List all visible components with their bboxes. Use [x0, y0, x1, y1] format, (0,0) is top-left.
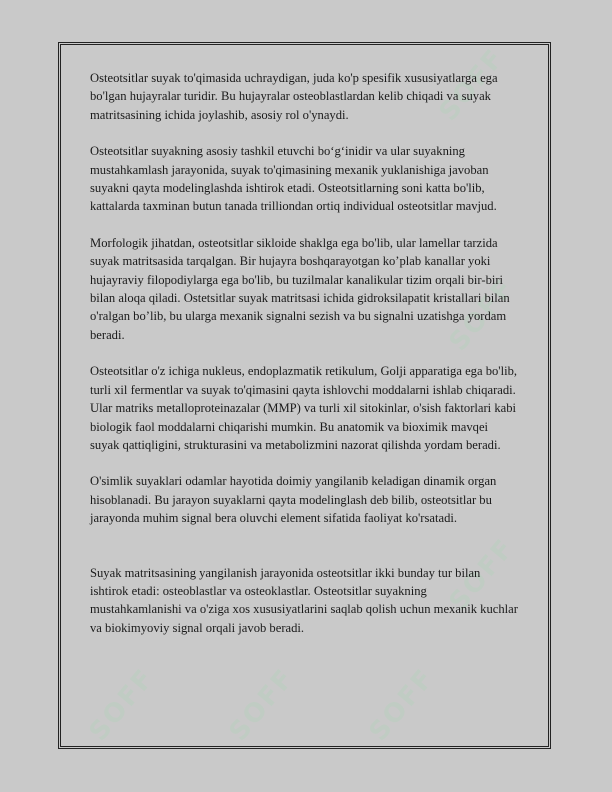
paragraph: Morfologik jihatdan, osteotsitlar sikloide shaklga ega bo'lib, ular lamellar tarzida suyak matritsasida tarqalgan. Bir hujayra boshqarayotgan ko’plab kanallar yoki hujayraviy filopodiylarga ega bo'lib, bu tuzilmalar kanalikular tizim orqali bir-biri bilan aloqa qiladi. Ostetsitlar suyak matritsasi ichida gidroksilapatit kristallari bilan o'ralgan bo’lib, bu ularga mexanik signalni sezish va bu signalni uzatishga yordam beradi. [90, 235, 510, 342]
paragraph: Suyak matritsasining yangilanish jarayonida osteotsitlar ikki bunday tur bilan ishtirok etadi: osteoblastlar va osteoklastlar. Osteotsitlar suyakning mustahkamlanishi va o'ziga xos xususiyatlarini saqlab qolish uchun mexanik kuchlar va biokimyoviy signal orqali javob beradi. [90, 565, 518, 635]
paragraph: Osteotsitlar suyakning asosiy tashkil etuvchi bo‘g‘inidir va ular suyakning mustahkamlash jarayonida, suyak to'qimasining mexanik yuklanishiga javoban suyakni qayta modelinglashda ishtirok etadi. Osteotsitlarning soni katta bo'lib, kattalarda taxminan butun tanada trilliondan ortiq individual osteotsitlar mavjud. [90, 144, 497, 214]
watermark-logo: SOFF [443, 533, 521, 617]
watermark-logo: SOFF [83, 663, 161, 747]
paragraph: O'simlik suyaklari odamlar hayotida doimiy yangilanib keladigan dinamik organ hisoblanadi. Bu jarayon suyaklarni qayta modelinglash deb bilib, osteotsitlar bu jarayonda muhim signal bera oluvchi element sifatida faoliyat ko'rsatadi. [90, 474, 497, 526]
watermark-logo: SOFF [443, 273, 521, 357]
watermark-logo: SOFF [223, 663, 301, 747]
paragraph: Osteotsitlar o'z ichiga nukleus, endoplazmatik retikulum, Golji apparatiga ega bo'lib, turli xil fermentlar va suyak to'qimasini qayta ishlovchi moddalarni ishlab chiqaradi. Ular matriks metalloproteinazalar (MMP) va turli xil sitokinlar, o'sish faktorlari kabi biologik faol moddalarni chiqarishi mumkin. Bu anatomik va bioximik mavqei suyak qattiqligini, strukturasini va metabolizmini nazorat qilishda yordam beradi. [90, 364, 518, 452]
document-body [90, 69, 520, 655]
watermark-logo: SOFF [363, 663, 441, 747]
watermark-logo: SOFF [433, 43, 511, 127]
paragraph: Osteotsitlar suyak to'qimasida uchraydigan, juda ko'p spesifik xususiyatlarga ega bo'lgan hujayralar turidir. Bu hujayralar osteoblastlardan kelib chiqadi va suyak matritsasining ichida joylashib, asosiy rol o'ynaydi. [90, 71, 498, 122]
